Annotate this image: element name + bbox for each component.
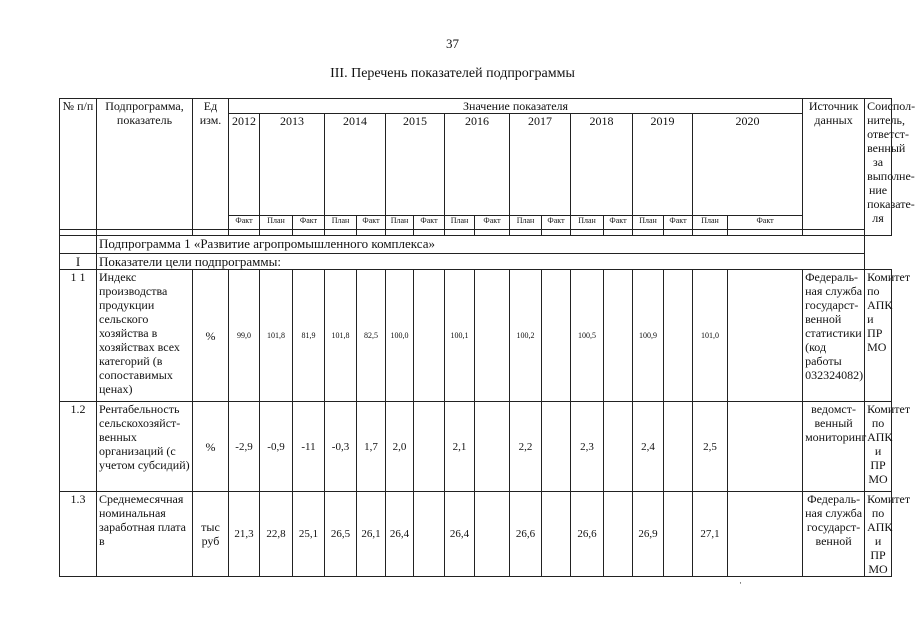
header-name: Подпрограмма, показатель (97, 99, 193, 230)
subheader: Факт (475, 216, 510, 230)
goal-title: Показатели цели подпрограммы: (97, 254, 865, 270)
subheader: План (693, 216, 728, 230)
value-cell (604, 402, 633, 492)
value-cell: 101,8 (260, 270, 293, 402)
year-header: 2018 (571, 114, 633, 216)
table-row (60, 402, 892, 492)
table-row (60, 270, 892, 402)
header-num: № п/п (60, 99, 97, 230)
value-cell (475, 492, 510, 577)
subheader: План (510, 216, 542, 230)
indicators-table (59, 98, 915, 577)
value-cell: 100,5 (571, 270, 604, 402)
subheader: Факт (542, 216, 571, 230)
subheader: Факт (728, 216, 803, 230)
row-unit: % (193, 270, 229, 402)
value-cell (542, 270, 571, 402)
value-cell: 25,1 (293, 492, 325, 577)
value-cell: 26,6 (571, 492, 604, 577)
stray-mark: · (739, 578, 742, 588)
row-source: Федераль-ная служба государст-венной статистики (код работы 032324082) (803, 270, 865, 402)
subheader: Факт (229, 216, 260, 230)
subheader: План (633, 216, 664, 230)
value-cell (664, 270, 693, 402)
year-header: 2013 (260, 114, 325, 216)
value-cell: 1,7 (357, 402, 386, 492)
row-unit: тыс руб (193, 492, 229, 577)
row-executor: Комитет по АПК и ПР МО (865, 492, 892, 577)
value-cell: 26,5 (325, 492, 357, 577)
value-cell: 2,5 (693, 402, 728, 492)
year-header: 2012 (229, 114, 260, 216)
row-num: 1.2 (60, 402, 97, 492)
row-executor: Комитет по АПК и ПР МО (865, 270, 892, 402)
row-source: Федераль-ная служба государст-венной (803, 492, 865, 577)
row-num: 1 1 (60, 270, 97, 402)
value-cell (475, 270, 510, 402)
row-unit: % (193, 402, 229, 492)
header-source: Источник данных (803, 99, 865, 230)
header-value: Значение показателя (229, 99, 803, 114)
goal-num: I (60, 254, 97, 270)
value-cell: 100,1 (445, 270, 475, 402)
value-cell (604, 492, 633, 577)
value-cell: -11 (293, 402, 325, 492)
year-header: 2019 (633, 114, 693, 216)
value-cell: 2,1 (445, 402, 475, 492)
value-cell: 2,3 (571, 402, 604, 492)
value-cell (475, 402, 510, 492)
subheader: План (386, 216, 414, 230)
header-executor: Соиспол-нитель, ответст-венный за выполне-ние показате-ля (865, 99, 892, 236)
value-cell (604, 270, 633, 402)
value-cell (542, 492, 571, 577)
value-cell: 81,9 (293, 270, 325, 402)
year-header: 2015 (386, 114, 445, 216)
value-cell: 26,4 (445, 492, 475, 577)
value-cell: 26,4 (386, 492, 414, 577)
year-header: 2016 (445, 114, 510, 216)
subheader: Факт (664, 216, 693, 230)
value-cell (414, 270, 445, 402)
row-executor: Комитет по АПК и ПР МО (865, 402, 892, 492)
value-cell: 100,0 (386, 270, 414, 402)
value-cell (728, 492, 803, 577)
row-name: Индекс производства продукции сельского хозяйства в хозяйствах всех категорий (в сопоставимых ценах) (97, 270, 193, 402)
value-cell: 99,0 (229, 270, 260, 402)
subheader: Факт (414, 216, 445, 230)
value-cell: 2,4 (633, 402, 664, 492)
subprogram-title: Подпрограмма 1 «Развитие агропромышленного комплекса» (97, 236, 865, 254)
value-cell: -0,3 (325, 402, 357, 492)
table-row (60, 492, 892, 577)
value-cell (664, 402, 693, 492)
value-cell: 2,2 (510, 402, 542, 492)
subheader: План (445, 216, 475, 230)
value-cell: 101,0 (693, 270, 728, 402)
value-cell: 26,1 (357, 492, 386, 577)
subheader: Факт (357, 216, 386, 230)
value-cell: -0,9 (260, 402, 293, 492)
year-header: 2014 (325, 114, 386, 216)
subheader: План (325, 216, 357, 230)
section-title: III. Перечень показателей подпрограммы (330, 66, 575, 81)
value-cell (728, 270, 803, 402)
page-number: 37 (446, 36, 459, 51)
value-cell: 2,0 (386, 402, 414, 492)
row-num: 1.3 (60, 492, 97, 577)
row-name: Среднемесячная номинальная заработная плата в (97, 492, 193, 577)
value-cell (728, 402, 803, 492)
value-cell: 100,2 (510, 270, 542, 402)
row-source: ведомст-венный мониторинг (803, 402, 865, 492)
value-cell: 26,9 (633, 492, 664, 577)
value-cell (542, 402, 571, 492)
value-cell: -2,9 (229, 402, 260, 492)
value-cell: 21,3 (229, 492, 260, 577)
year-header: 2017 (510, 114, 571, 216)
value-cell (664, 492, 693, 577)
subheader: План (260, 216, 293, 230)
subheader: Факт (293, 216, 325, 230)
value-cell: 26,6 (510, 492, 542, 577)
value-cell: 27,1 (693, 492, 728, 577)
value-cell: 100,9 (633, 270, 664, 402)
value-cell: 82,5 (357, 270, 386, 402)
header-unit: Ед изм. (193, 99, 229, 230)
value-cell (414, 492, 445, 577)
value-cell (414, 402, 445, 492)
subheader: План (571, 216, 604, 230)
row-name: Рентабельность сельскохозяйст-венных организаций (с учетом субсидий) (97, 402, 193, 492)
year-header: 2020 (693, 114, 803, 216)
value-cell: 22,8 (260, 492, 293, 577)
subheader: Факт (604, 216, 633, 230)
value-cell: 101,8 (325, 270, 357, 402)
